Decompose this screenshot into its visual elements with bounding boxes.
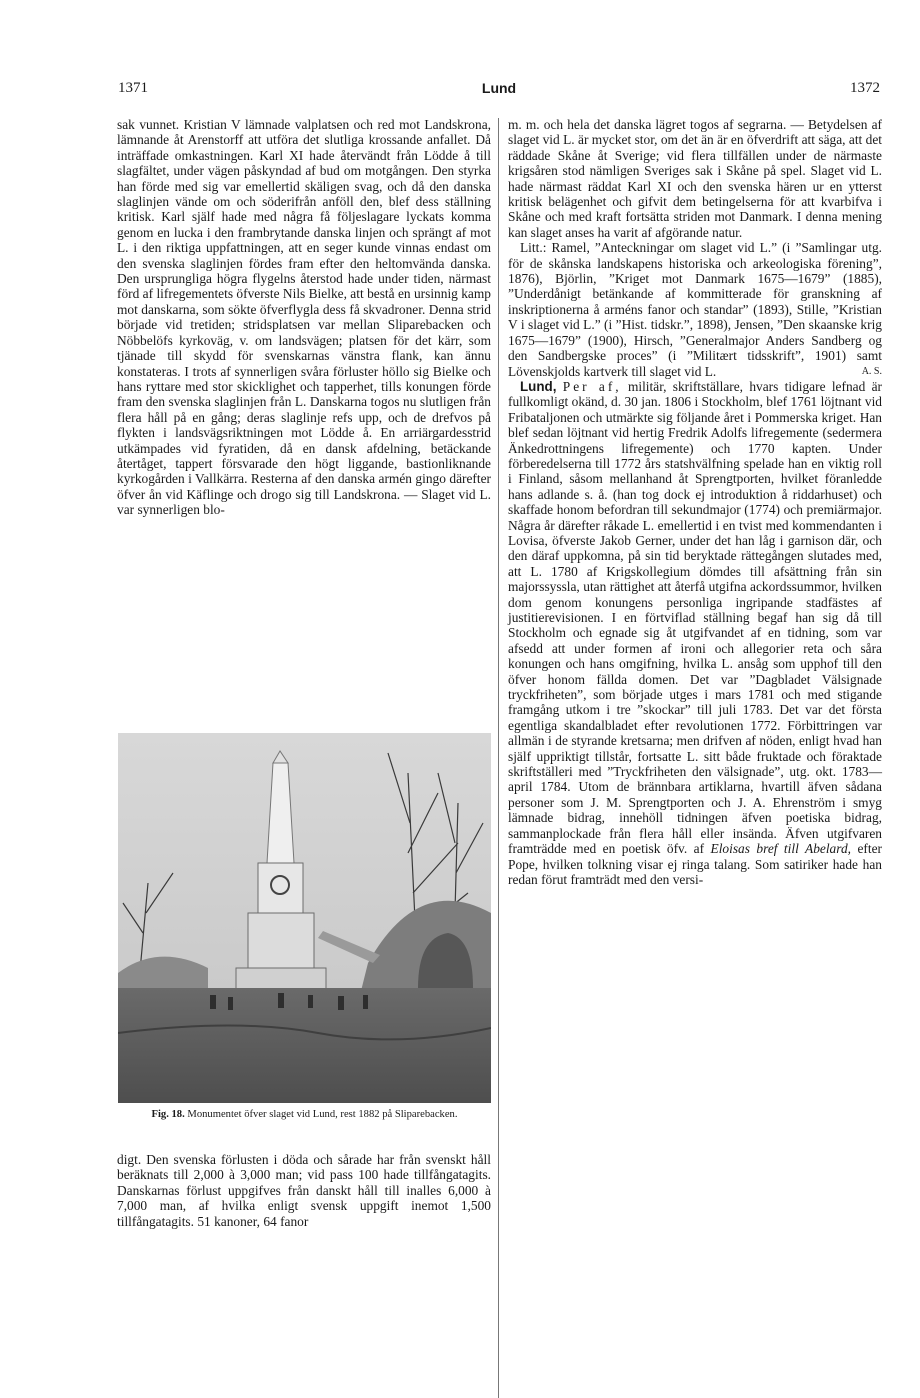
- page-number-right: 1372: [850, 80, 880, 96]
- literature-text: Litt.: Ramel, ”Anteckningar om slaget vid L.” (i ”Samlingar utg. för de skånska landskapens historiska och arkeologiska förening”, 1876), Björlin, ”Kriget mot Danmark 1675—1679” (1885), ”Underdånigt betänkande af kommitterade för granskning af inskriptionerna å arméns fanor och standar” (1893), Stille, ”Kristian V i slaget vid L.” (i ”Hist. tidskr.”, 1898), Jensen, ”Den skaanske krig 1675—1679” (1900), Hirsch, ”Generalmajor Anders Sandberg og den Sandbergske proces” (i ”Militært tidsskrift”, 1901) samt Lövenskjolds kartverk till slaget vid L.: [508, 240, 882, 379]
- author-initials: A. S.: [861, 365, 882, 377]
- figure-caption: [118, 1109, 491, 1121]
- entry-text: militär, skriftställare, hvars tidigare lefnad är fullkomligt okänd, d. 30 jan. 1806 i Stockholm, blef 1761 löjtnant vid Fribataljonen och utmärkte sig följande året i Pommerska kriget. Han blef sedan löjtnant vid hertig Fredrik Adolfs lifregemente (sedermera Änkedrottningens lifregemente) och 1770 kapten. Under förberedelserna till 1772 års statshvälfning spelade han en viktig roll i Finland, såsom mellanhand åt Sprengtporten, hvilket föranledde hans adlande s. å. (han tog dock ej introduktion å riddarhuset) och skaffade honom befordran till sekundmajor (1774) och premiärmajor. Några år därefter råkade L. emellertid i en tvist med kommendanten i Lovisa, öfverste Jakob Gerner, under det han låg i garnison där, och den däraf uppkomna, på sin tid beryktade rättegången slutades med, att L. 1780 af Krigskollegium dömdes till afsättning från sin majorssyssla, utan rättighet att återfå utgifna ackordssummor, hvilken dom genom konungens personliga ingripande stadfästes af justitierevisionen. I en förtviflad ställning begaf han sig då till Stockholm och egnade sig åt utgifvandet af en tidning, som var afsedd att under formen af ironi och allegorier reta och såra konungen och hans omgifning, hvilka L. ansåg som upphof till den öfver honom fällda domen. Det var ”Dagbladet Välsignade tryckfriheten”, som började utges i mars 1781 och med stigande framgång utkom i tre ”skockar” till juli 1783. Det var det första egentliga skandalbladet efter revolutionen 1772. Förbittringen var allmän i de styrande kretsarna; men drifven af nöden, enligt hvad han själf uppriktigt tillstår, fortsatte L. sitt både fruktade och föraktade skriftställeri med ”Tryckfriheten den välsignade”, utg. okt. 1783—april 1784. Utom de brännbara artiklarna, hvartill äfven sådana personer som J. M. Sprengtporten och J. A. Ehrenström i smyg lämnade bidrag, innehöll tidningen äfven poetiska bidrag, sammanplockade från flera håll eller insända. Äfven utgifvaren framträdde med en poetisk öfv. af: [508, 378, 882, 857]
- entry-headword: Lund,: [520, 378, 557, 394]
- literature-paragraph: [508, 240, 882, 379]
- entry-lund-per: [508, 379, 882, 887]
- left-column: [117, 117, 491, 518]
- page-number-left: 1371: [118, 80, 148, 96]
- figure-caption-text: Monumentet öfver slaget vid Lund, rest 1882 på Sliparebacken.: [187, 1109, 458, 1120]
- left-continuation-text: digt. Den svenska förlusten i döda och sårade har från svenskt håll beräknats till 2,000 à 3,000 man; vid pass 100 hade tillfångatagits. Danskarnas förlust uppgifves från danskt håll till inalles 6,000 à 7,000 man, af hvilka enligt svensk uppgift inemot 1,500 tillfångatagits. 51 kanoner, 64 fanor: [117, 1152, 491, 1229]
- running-title: Lund: [481, 80, 517, 96]
- entry-italic-title: Eloisas bref till Abelard,: [710, 841, 852, 857]
- column-divider: [498, 118, 499, 1398]
- left-column-continuation: [117, 1152, 491, 1229]
- monument-photo: [118, 733, 491, 1103]
- left-column-text: sak vunnet. Kristian V lämnade valplatsen och red mot Landskrona, lämnande åt Arenstorff att utföra det slutliga krossande anfallet. Då inträffade omkastningen. Karl XI hade återvändt från Lödde å till slagfältet, under vägen påskyndad af bud om motgången. Den styrka han förde med sig var emellertid skäligen svag, och då den danska slaglinjen vände om och söderifrån anföll den, blef dess ställning kritisk. Karl själf hade med några få följeslagare lyckats komma genom en lucka i den frambrytande danska linjen och sprängt af mot L. i den riktiga uppfattningen, att en seger kunde vinnas endast om den svenska slaglinjen fördes fram efter den heltomvända danska. Den ursprungliga högra flygelns återstod hade under tiden, närmast förd af lifregementets öfverste Nils Bielke, att bestå en ursinnig kamp mot danskarna, som sökte öfverflygla dess få skvadroner. Denna strid började vid tretiden; stridsplatsen var mellan Sliparebacken och Nöbbelöfs kyrkoväg, v. om landsvägen; platsen för det kärr, som tjänade till skydd för svenskarnas vänstra flank, kan ännu konstateras. I trots af synnerligen svåra förluster höllo sig Bielke och hans ryttare med stor skicklighet och tapperhet, tills konungen förde fram den svenska slaglinjen från L. Danskarna togos nu slutligen från flera håll på en gång; deras slaglinje refs upp, och de drefvos på flykten i landsvägsriktningen mot Lödde å. En arriärgardesstrid utkämpades vid fyratiden, då en dansk afdelning, betäckande återtåget, tappert försvarade den högt liggande, bastionliknande kyrkogården i Vallkärra. Resterna af den danska armén gingo därefter öfver ån vid Käflinge och drogo sig till Landskrona. — Slaget vid L. var synnerligen blo-: [117, 117, 491, 518]
- monument-illustration: [118, 733, 491, 1103]
- right-paragraph-1: m. m. och hela det danska lägret togos af segrarna. — Betydelsen af slaget vid L. är mycket stor, om det än är en öfverdrift att säga, att det räddade Skåne åt Sverige; vid flera tillfällen under de närmaste krigsåren stod nämligen Sveriges sak i Skåne på spel. Slaget vid L. hade närmast räddat Karl XI och den svenska hären ur en ytterst kritisk belägenhet och gifvit dem betingelserna för att kvarbifva i Skåne och med kraft fortsätta striden mot Danmark. I denna mening kan slaget anses ha varit af afgörande natur.: [508, 117, 882, 240]
- figure: [118, 733, 491, 1121]
- figure-label: Fig. 18.: [151, 1109, 185, 1120]
- entry-text-end: efter Pope, hvilken tolkning visar ej ringa talang. Som satiriker hade han redan förut framträdt med den versi-: [508, 841, 882, 887]
- page-header: [118, 80, 880, 100]
- entry-name: Per af,: [562, 378, 622, 394]
- right-column: [508, 117, 882, 887]
